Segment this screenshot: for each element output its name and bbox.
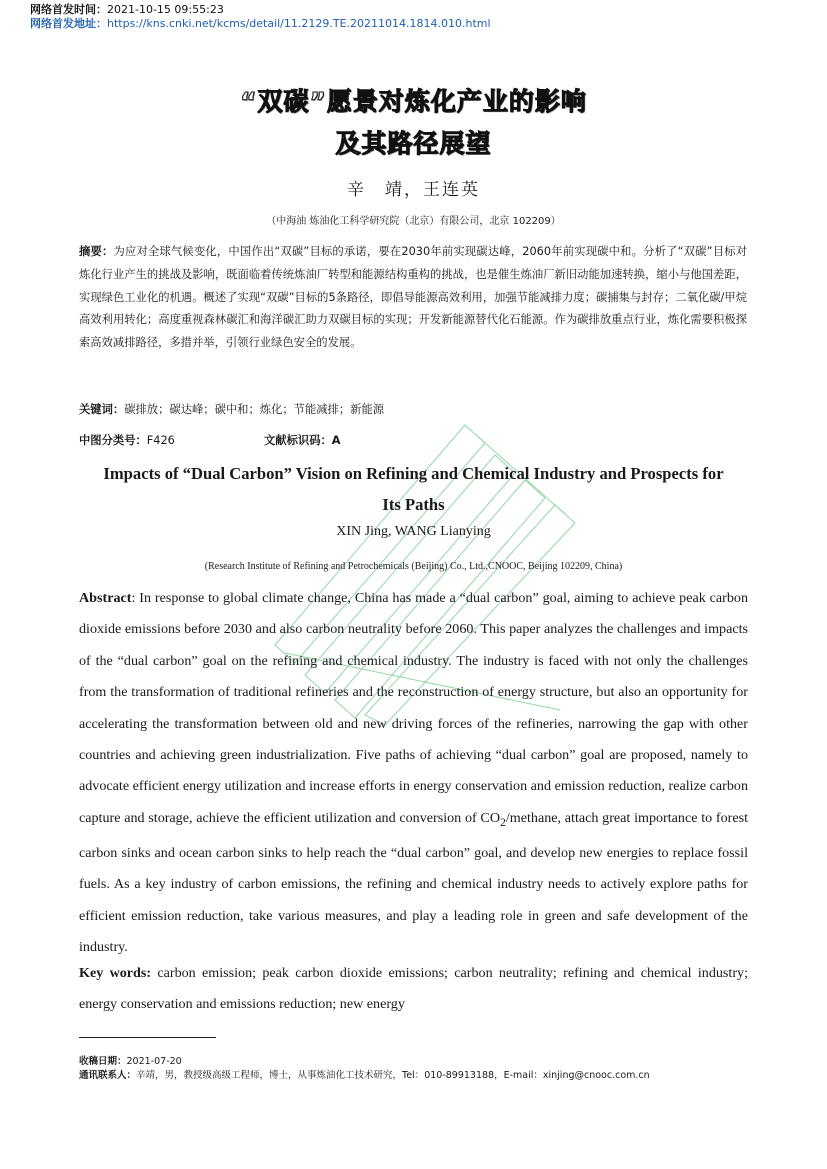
abstract-en-text-1: : In response to global climate change, China has made a “dual carbon” goal, aiming to achieve peak carbon dioxide emissions before 2030 and also carbon neutrality before 2060. This paper analyzes the challenges and impacts of the “dual carbon” goal on the refining and chemical industry. The industry is faced with not only the challenges from the transformation of traditional refineries and the reconstruction of energy structure, but also an opportunity for accelerating the transformation between old and new driving forces of the refineries, narrowing the gap with other countries and achieving green industrialization. Five paths of achieving “dual carbon” goal are proposed, namely to advocate efficient energy utilization and increase efforts in energy conservation and emission reduction, realize carbon capture and storage, achieve the efficient utilization and conversion of CO (79, 590, 748, 826)
keywords-en-text: carbon emission; peak carbon dioxide emissions; carbon neutrality; refining and chemical industry; energy conservation and emissions reduction; new energy (79, 965, 748, 1013)
abstract-cn-text: 为应对全球气候变化，中国作出“双碳”目标的承诺，要在2030年前实现碳达峰，2060年前实现碳中和。分析了“双碳”目标对炼化行业产生的挑战及影响，既面临着传统炼油厂转型和能源结构重构的挑战，也是催生炼油厂新旧动能加速转换，缩小与他国差距，实现绿色工业化的机遇。概述了实现“双碳”目标的5条路径，即倡导能源高效利用，加强节能减排力度；碳捕集与封存；二氧化碳/甲烷高效利用转化；高度重视森林碳汇和海洋碳汇助力双碳目标的实现；开发新能源替代化石能源。作为碳排放重点行业，炼化需要积极探索高效减排路径，多措并举，引领行业绿色安全的发展。 (79, 245, 747, 350)
keywords-cn-label: 关键词： (79, 403, 125, 416)
doc-code-label: 文献标识码： (264, 434, 332, 447)
title-cn-line2: 及其路径展望 (335, 129, 492, 158)
clc-value: F426 (146, 434, 175, 447)
title-cn-line1: “双碳”愿景对炼化产业的影响 (240, 87, 587, 116)
publication-meta (30, 3, 491, 31)
footnote-divider (79, 1037, 216, 1038)
online-publish-url (30, 17, 491, 31)
doc-code-value: A (331, 434, 341, 447)
title-en (80, 458, 747, 520)
affiliation-en: (Research Institute of Refining and Petrochemicals (Beijing) Co., Ltd.,CNOOC, Beijing 102209, China) (204, 561, 623, 572)
classification-row (79, 431, 341, 451)
keywords-cn-text: 碳排放；碳达峰；碳中和；炼化；节能减排；新能源 (124, 403, 385, 416)
received-value: 2021-07-20 (126, 1056, 182, 1067)
contact-label: 通讯联系人： (79, 1070, 137, 1081)
abstract-cn (79, 241, 747, 355)
online-publish-time (30, 3, 491, 17)
publish-time-value: 2021-10-15 09:55:23 (107, 3, 224, 16)
contact-value: 辛靖，男，教授级高级工程师，博士，从事炼油化工技术研究，Tel：010-89913188，E-mail：xinjing@cnooc.com.cn (136, 1070, 650, 1081)
doc-code (264, 431, 341, 451)
clc-label: 中图分类号： (79, 434, 147, 447)
received-date (79, 1055, 779, 1069)
publish-url-label: 网络首发地址： (30, 17, 107, 30)
affiliation-cn: （中海油 炼油化工科学研究院（北京）有限公司，北京 102209） (266, 216, 561, 227)
publish-time-label: 网络首发时间： (30, 3, 107, 16)
corresponding-author (79, 1069, 779, 1083)
abstract-cn-label: 摘要： (79, 245, 114, 258)
title-en-line1: Impacts of “Dual Carbon” Vision on Refining and Chemical Industry and Prospects for (103, 464, 724, 483)
abstract-en (79, 583, 748, 964)
abstract-en-label: Abstract (79, 590, 132, 606)
title-en-line2: Its Paths (382, 495, 445, 514)
keywords-cn (79, 400, 747, 420)
keywords-en-label: Key words: (79, 965, 152, 981)
publish-url-link[interactable]: https://kns.cnki.net/kcms/detail/11.2129.TE.20211014.1814.010.html (107, 17, 491, 30)
authors-cn: 辛 靖，王连英 (347, 180, 480, 200)
received-label: 收稿日期： (79, 1056, 127, 1067)
keywords-en (79, 958, 748, 1021)
authors-en: XIN Jing, WANG Lianying (336, 524, 491, 539)
abstract-en-text-2: /methane, attach great importance to forest carbon sinks and ocean carbon sinks to help reach the “dual carbon” goal, and develop new energies to replace fossil fuels. As a key industry of carbon emissions, the refining and chemical industry needs to actively explore paths for efficient emission reduction, take various measures, and play a leading role in green and safe development of the industry. (79, 809, 748, 956)
footnotes (79, 1055, 779, 1083)
co2-subscript: 2 (500, 815, 506, 829)
